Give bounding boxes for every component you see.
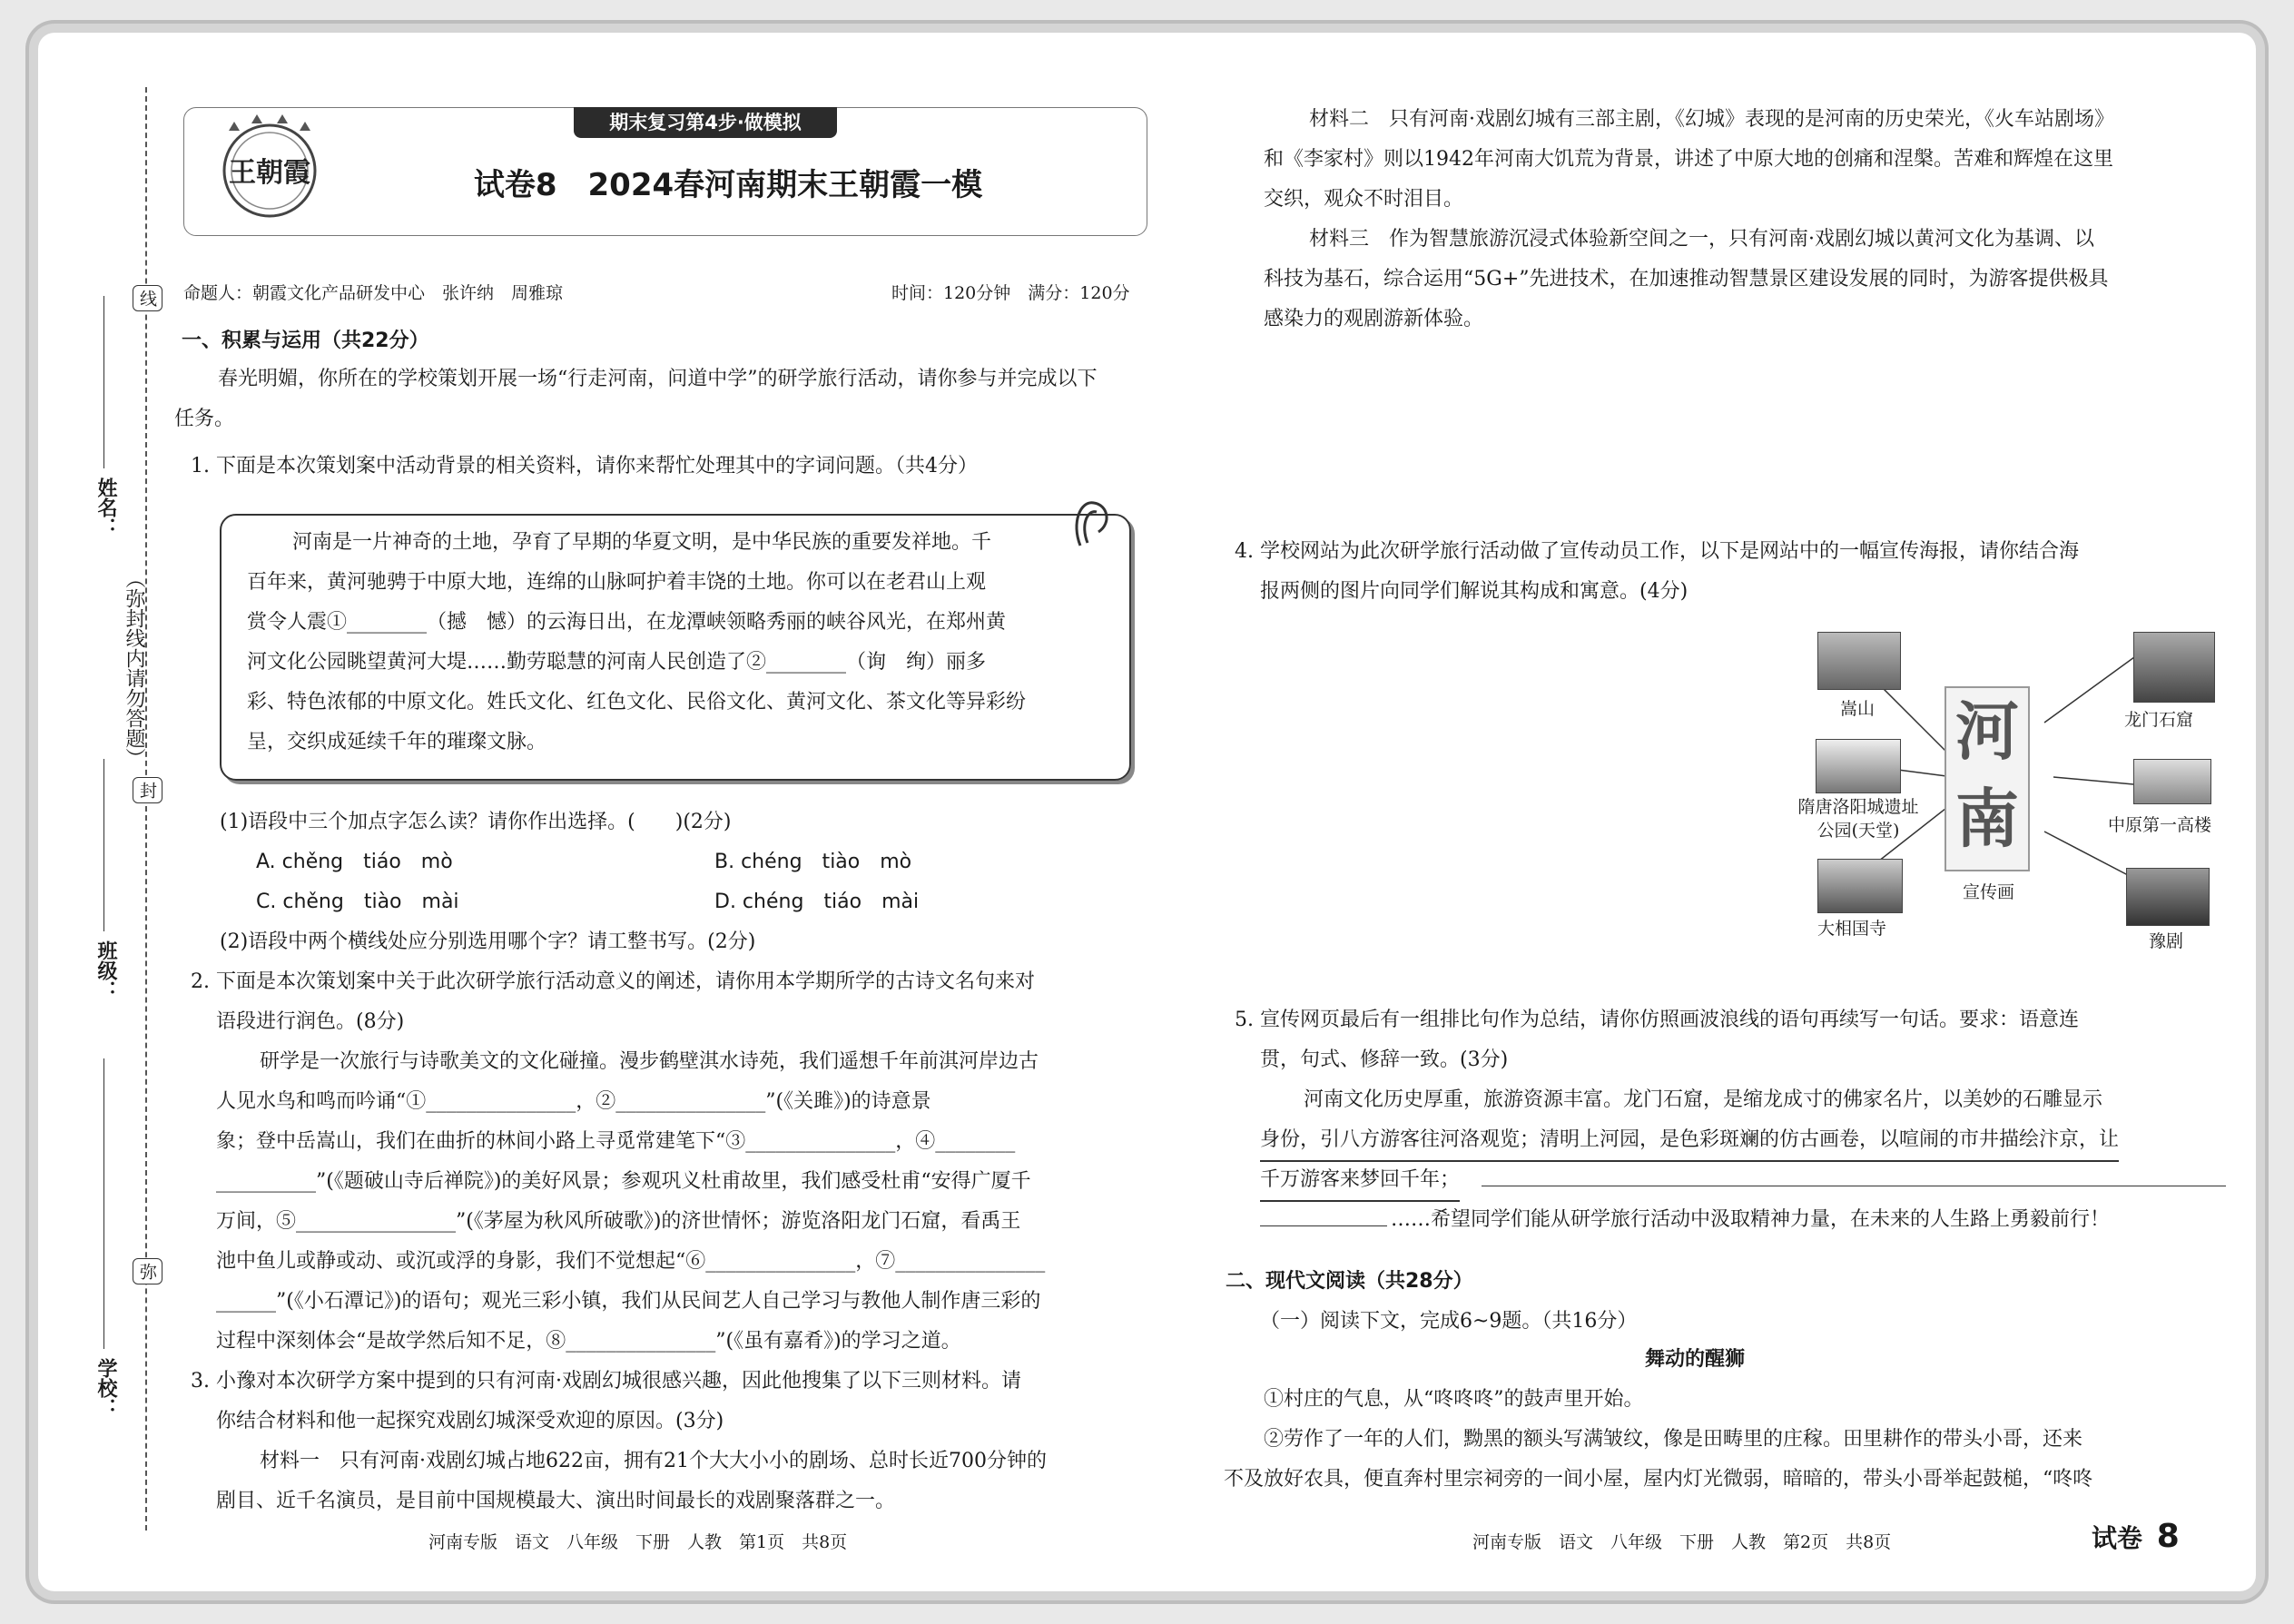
box-line-1: 河南是一片神奇的土地，孕育了早期的华夏文明，是中华民族的重要发祥地。千 xyxy=(292,531,992,554)
paper-badge xyxy=(2092,1518,2180,1555)
q5-para-3: 千万游客来梦回千年； xyxy=(1260,1160,1460,1202)
box-line-2: 百年来，黄河驰骋于中原大地，连绵的山脉呵护着丰饶的土地。你可以在老君山上观 xyxy=(247,571,987,594)
binding-notice: （弥封线内请勿答题） xyxy=(123,568,145,768)
option-d[interactable]: D. chéng tiáo mài xyxy=(714,891,920,913)
material-2-line-2: 和《李家村》则以1942年河南大饥荒为背景，讲述了中原大地的创痛和涅槃。苦难和辉煌在这里 xyxy=(1264,148,2113,171)
name-label: 姓名： xyxy=(94,477,118,537)
box-line-6: 呈，交织成延续千年的璀璨文脉。 xyxy=(247,731,547,753)
label-suitang: 隋唐洛阳城遗址公园(天堂) xyxy=(1797,797,1919,841)
material-1-line-2: 剧目、近千名演员，是目前中国规模最大、演出时间最长的戏剧聚落群之一。 xyxy=(216,1490,896,1512)
label-songshan: 嵩山 xyxy=(1840,699,1876,719)
publisher-logo xyxy=(202,114,338,223)
material-3-line-3: 感染力的观剧游新体验。 xyxy=(1264,308,1484,330)
section-1-heading: 一、积累与运用（共22分） xyxy=(182,330,429,352)
q2-line-8[interactable]: 过程中深刻体会“是故学然后知不足，⑧_______________”(《虽有嘉肴》)的学习之道。 xyxy=(216,1330,961,1353)
label-zhongyuan: 中原第一高楼 xyxy=(2108,815,2212,835)
section-2-heading: 二、现代文阅读（共28分） xyxy=(1226,1270,1473,1293)
q2-line-3[interactable]: 象；登中岳嵩山，我们在曲折的林间小路上寻觅常建笔下“③_______________，④________ xyxy=(216,1130,1016,1153)
label-yuju: 豫剧 xyxy=(2149,931,2184,951)
article-para-2b: 不及放好农具，便直奔村里宗祠旁的一间小屋，屋内灯光微弱，暗暗的，带头小哥举起鼓槌，“咚咚 xyxy=(1224,1468,2093,1491)
q2-line-1: 研学是一次旅行与诗歌美文的文化碰撞。漫步鹤壁淇水诗苑，我们遥想千年前淇河岸边古 xyxy=(260,1050,1039,1073)
option-a[interactable]: A. chěng tiáo mò xyxy=(256,851,453,873)
question-1: 1. 下面是本次策划案中活动背景的相关资料，请你来帮忙处理其中的字词问题。（共4分） xyxy=(191,455,978,477)
class-label: 班级： xyxy=(94,940,118,1000)
songshan-photo xyxy=(1817,632,1901,690)
daxiangguo-photo xyxy=(1817,859,1903,913)
school-line[interactable] xyxy=(103,1058,104,1349)
question-1-2: (2)语段中两个横线处应分别选用哪个字？请工整书写。(2分) xyxy=(220,930,756,953)
yuju-photo xyxy=(2126,868,2210,926)
box-line-4: 河文化公园眺望黄河大堤……勤劳聪慧的河南人民创造了②________（询 绚）丽多 xyxy=(247,651,987,674)
box-line-5: 彩、特色浓郁的中原文化。姓氏文化、红色文化、民俗文化、黄河文化、茶文化等异彩纷 xyxy=(247,691,1027,714)
material-1-line-1: 材料一 只有河南·戏剧幻城占地622亩，拥有21个大大小小的剧场、总时长近700分钟的 xyxy=(260,1450,1047,1472)
name-line[interactable] xyxy=(103,296,104,468)
article-para-2a: ②劳作了一年的人们，黝黑的额头写满皱纹，像是田畴里的庄稼。田里耕作的带头小哥，还来 xyxy=(1264,1428,2083,1451)
henan-char-he: 河 xyxy=(1955,694,2019,769)
henan-char-nan: 南 xyxy=(1955,781,2019,856)
q5-para-2: 身份，引八方游客往河洛观览；清明上河园，是色彩斑斓的仿古画卷，以喧闹的市井描绘汴京，让 xyxy=(1260,1120,2119,1162)
q2-line-6[interactable]: 池中鱼儿或静或动、或沉或浮的身影，我们不觉想起“⑥_______________，⑦_______________ xyxy=(216,1250,1046,1273)
question-1-1: (1)语段中三个加点字怎么读？请你作出选择。( )(2分) xyxy=(220,811,732,833)
option-b[interactable]: B. chéng tiào mò xyxy=(714,851,912,873)
material-3-line-1: 材料三 作为智慧旅游沉浸式体验新空间之一，只有河南·戏剧幻城以黄河文化为基调、以 xyxy=(1309,228,2094,251)
binding-label-xian: 线 xyxy=(133,285,162,311)
exam-sheet xyxy=(38,33,2256,1591)
q2-line-2[interactable]: 人见水鸟和鸣而吟诵“①_______________，②_______________”(《关雎》)的诗意景 xyxy=(216,1090,931,1113)
question-3-cont: 你结合材料和他一起探究戏剧幻城深受欢迎的原因。(3分) xyxy=(216,1410,724,1432)
footer-left: 河南专版 语文 八年级 下册 人教 第1页 共8页 xyxy=(428,1532,848,1552)
longmen-photo xyxy=(2133,632,2215,703)
box-line-3: 赏令人震①________（撼 憾）的云海日出，在龙潭峡领略秀丽的峡谷风光，在郑州黄 xyxy=(247,611,1007,634)
suitang-photo xyxy=(1816,739,1901,793)
question-2: 2. 下面是本次策划案中关于此次研学旅行活动意义的阐述，请你用本学期所学的古诗文名句来对 xyxy=(191,970,1035,993)
question-5-cont: 贯，句式、修辞一致。(3分) xyxy=(1260,1048,1509,1071)
q5-answer-line-2[interactable] xyxy=(1260,1225,1387,1226)
label-xuanchuanhua: 宣传画 xyxy=(1963,882,2015,902)
paper-title: 试卷8 2024春河南期末王朝霞一模 xyxy=(473,167,983,203)
article-para-1: ①村庄的气息，从“咚咚咚”的鼓声里开始。 xyxy=(1264,1388,1644,1411)
material-2-line-1: 材料二 只有河南·戏剧幻城有三部主剧，《幻城》表现的是河南的历史荣光，《火车站剧场》 xyxy=(1309,108,2114,131)
question-4: 4. 学校网站为此次研学旅行活动做了宣传动员工作，以下是网站中的一幅宣传海报，请你结合海 xyxy=(1235,540,2079,563)
question-4-cont: 报两侧的图片向同学们解说其构成和寓意。(4分) xyxy=(1260,580,1689,603)
badge-number: 8 xyxy=(2156,1518,2180,1555)
label-daxiangguo: 大相国寺 xyxy=(1817,919,1887,939)
q2-line-5[interactable]: 万间，⑤________________”(《茅屋为秋风所破歌》)的济世情怀；游览洛阳龙门石窟，看禹王 xyxy=(216,1210,1021,1233)
q5-para-4: ……希望同学们能从研学旅行活动中汲取精神力量，在未来的人生路上勇毅前行！ xyxy=(1391,1208,2111,1231)
material-3-line-2: 科技为基石，综合运用“5G+”先进技术，在加速推动智慧景区建设发展的同时，为游客提供极具 xyxy=(1264,268,2109,290)
class-line[interactable] xyxy=(103,759,104,931)
school-label: 学校： xyxy=(94,1358,118,1418)
material-2-line-3: 交织，观众不时泪目。 xyxy=(1264,188,1464,211)
binding-label-feng: 封 xyxy=(133,777,162,803)
question-3: 3. 小豫对本次研学方案中提到的只有河南·戏剧幻城很感兴趣，因此他搜集了以下三则材料。请 xyxy=(191,1370,1021,1393)
clip-icon xyxy=(1071,496,1117,550)
zhongyuan-photo xyxy=(2133,759,2211,804)
question-5: 5. 宣传网页最后有一组排比句作为总结，请你仿照画波浪线的语句再续写一句话。要求：语意连 xyxy=(1235,1009,2079,1031)
svg-text:王朝霞: 王朝霞 xyxy=(229,157,310,189)
article-title: 舞动的醒狮 xyxy=(1645,1348,1746,1371)
q5-para-1: 河南文化历史厚重，旅游资源丰富。龙门石窟，是缩龙成寸的佛家名片，以美妙的石雕显示 xyxy=(1304,1088,2103,1111)
header-banner: 期末复习第4步·做模拟 xyxy=(574,107,837,138)
badge-label: 试卷 xyxy=(2092,1523,2143,1553)
subsection-1: （一）阅读下文，完成6~9题。（共16分） xyxy=(1260,1310,1638,1333)
option-c[interactable]: C. chěng tiào mài xyxy=(256,891,459,913)
label-longmen: 龙门石窟 xyxy=(2124,710,2194,730)
exam-time: 时间：120分钟 满分：120分 xyxy=(891,283,1130,303)
question-2-cont: 语段进行润色。(8分) xyxy=(216,1010,405,1033)
henan-artwork xyxy=(1944,686,2030,871)
binding-label-mi: 弥 xyxy=(133,1258,162,1284)
q2-line-7[interactable]: ______”(《小石潭记》)的语句；观光三彩小镇，我们从民间艺人自己学习与教他人制作唐三彩的 xyxy=(216,1290,1041,1313)
intro-paragraph: 春光明媚，你所在的学校策划开展一场“行走河南，问道中学”的研学旅行活动，请你参与并完成以下任务。 xyxy=(174,368,1098,430)
q2-line-4[interactable]: __________”(《题破山寺后禅院》)的美好风景；参观巩义杜甫故里，我们感受杜甫“安得广厦千 xyxy=(216,1170,1031,1193)
footer-right: 河南专版 语文 八年级 下册 人教 第2页 共8页 xyxy=(1472,1532,1892,1552)
authors: 命题人：朝霞文化产品研发中心 张许纳 周雅琼 xyxy=(183,283,564,303)
